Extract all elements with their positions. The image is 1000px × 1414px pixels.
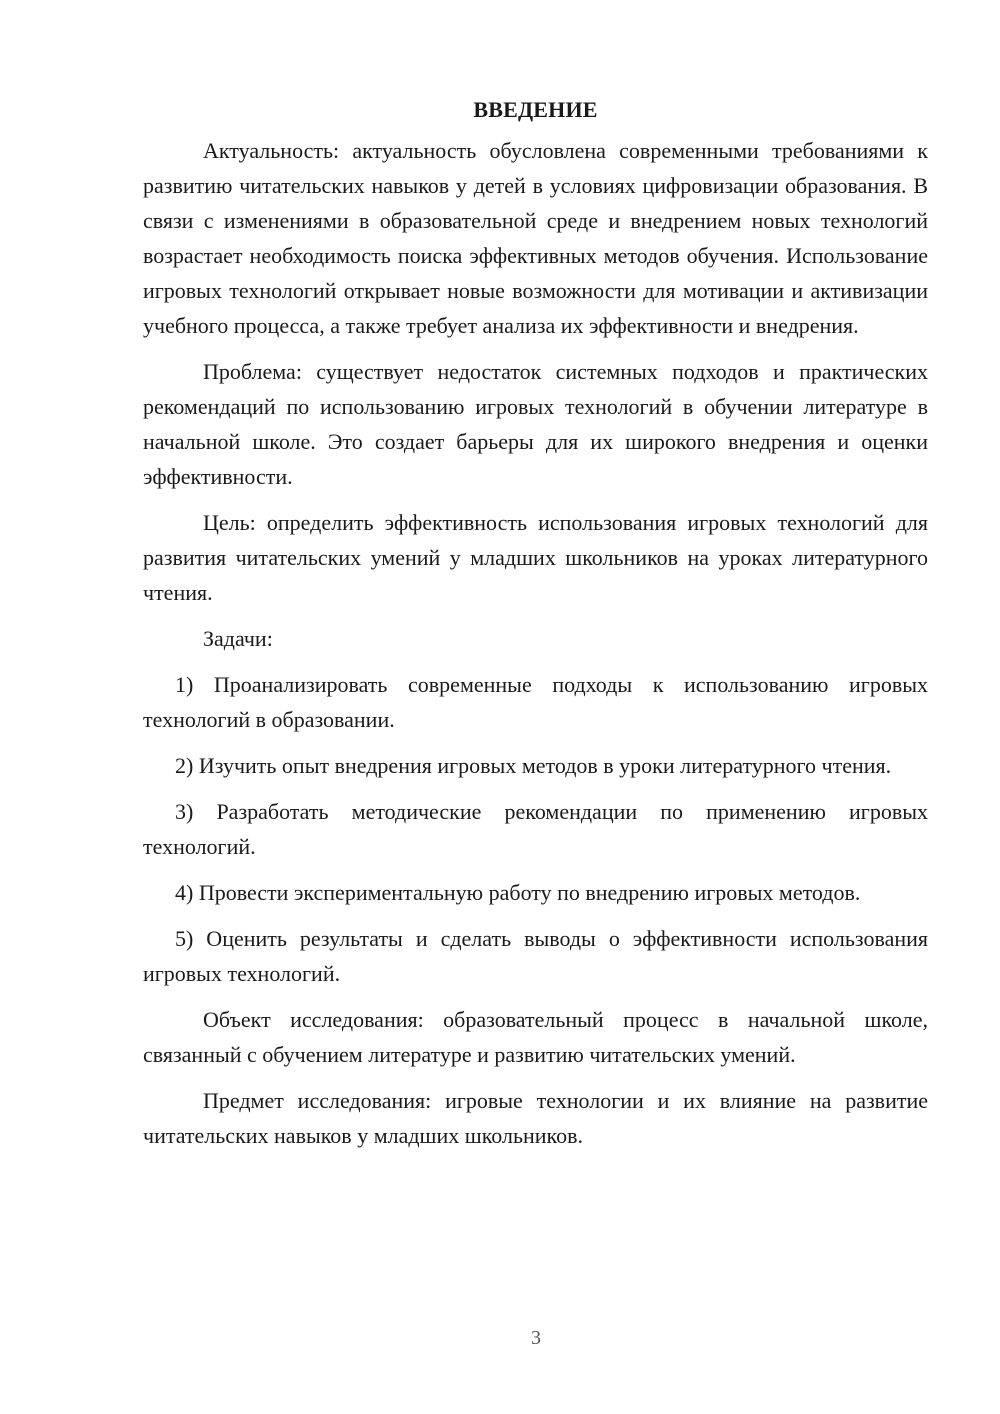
paragraph-goal: Цель: определить эффективность использования игровых технологий для развития читательских умений у младших школьников на уроках литературного чтения. (143, 510, 928, 605)
task-item-5: 5) Оценить результаты и сделать выводы о эффективности использования игровых технологий. (143, 926, 928, 986)
section-title: ВВЕДЕНИЕ (473, 97, 598, 122)
paragraph-subject: Предмет исследования: игровые технологии и их влияние на развитие читательских навыков у младших школьников. (143, 1088, 928, 1148)
tasks-heading: Задачи: (203, 626, 273, 651)
task-item-1: 1) Проанализировать современные подходы к использованию игровых технологий в образовании. (143, 672, 928, 732)
task-item-2: 2) Изучить опыт внедрения игровых методов в уроки литературного чтения. (175, 753, 892, 778)
task-item-3: 3) Разработать методические рекомендации по применению игровых технологий. (143, 799, 928, 859)
paragraph-relevance: Актуальность: актуальность обусловлена современными требованиями к развитию читательских навыков у детей в условиях цифровизации образования. В связи с изменениями в образовательной среде и внедрением новых технологий возрастает необходимость поиска эффективных методов обучения. Использование игровых технологий открывает новые возможности для мотивации и активизации учебного процесса, а также требует анализа их эффективности и внедрения. (143, 138, 928, 338)
document-page (143, 92, 928, 1153)
paragraph-object: Объект исследования: образовательный процесс в начальной школе, связанный с обучением литературе и развитию читательских умений. (143, 1007, 928, 1067)
paragraph-problem: Проблема: существует недостаток системных подходов и практических рекомендаций по использованию игровых технологий в обучении литературе в начальной школе. Это создает барьеры для их широкого внедрения и оценки эффективности. (143, 359, 928, 489)
page-number: 3 (531, 1327, 541, 1349)
task-item-4: 4) Провести экспериментальную работу по внедрению игровых методов. (175, 880, 861, 905)
